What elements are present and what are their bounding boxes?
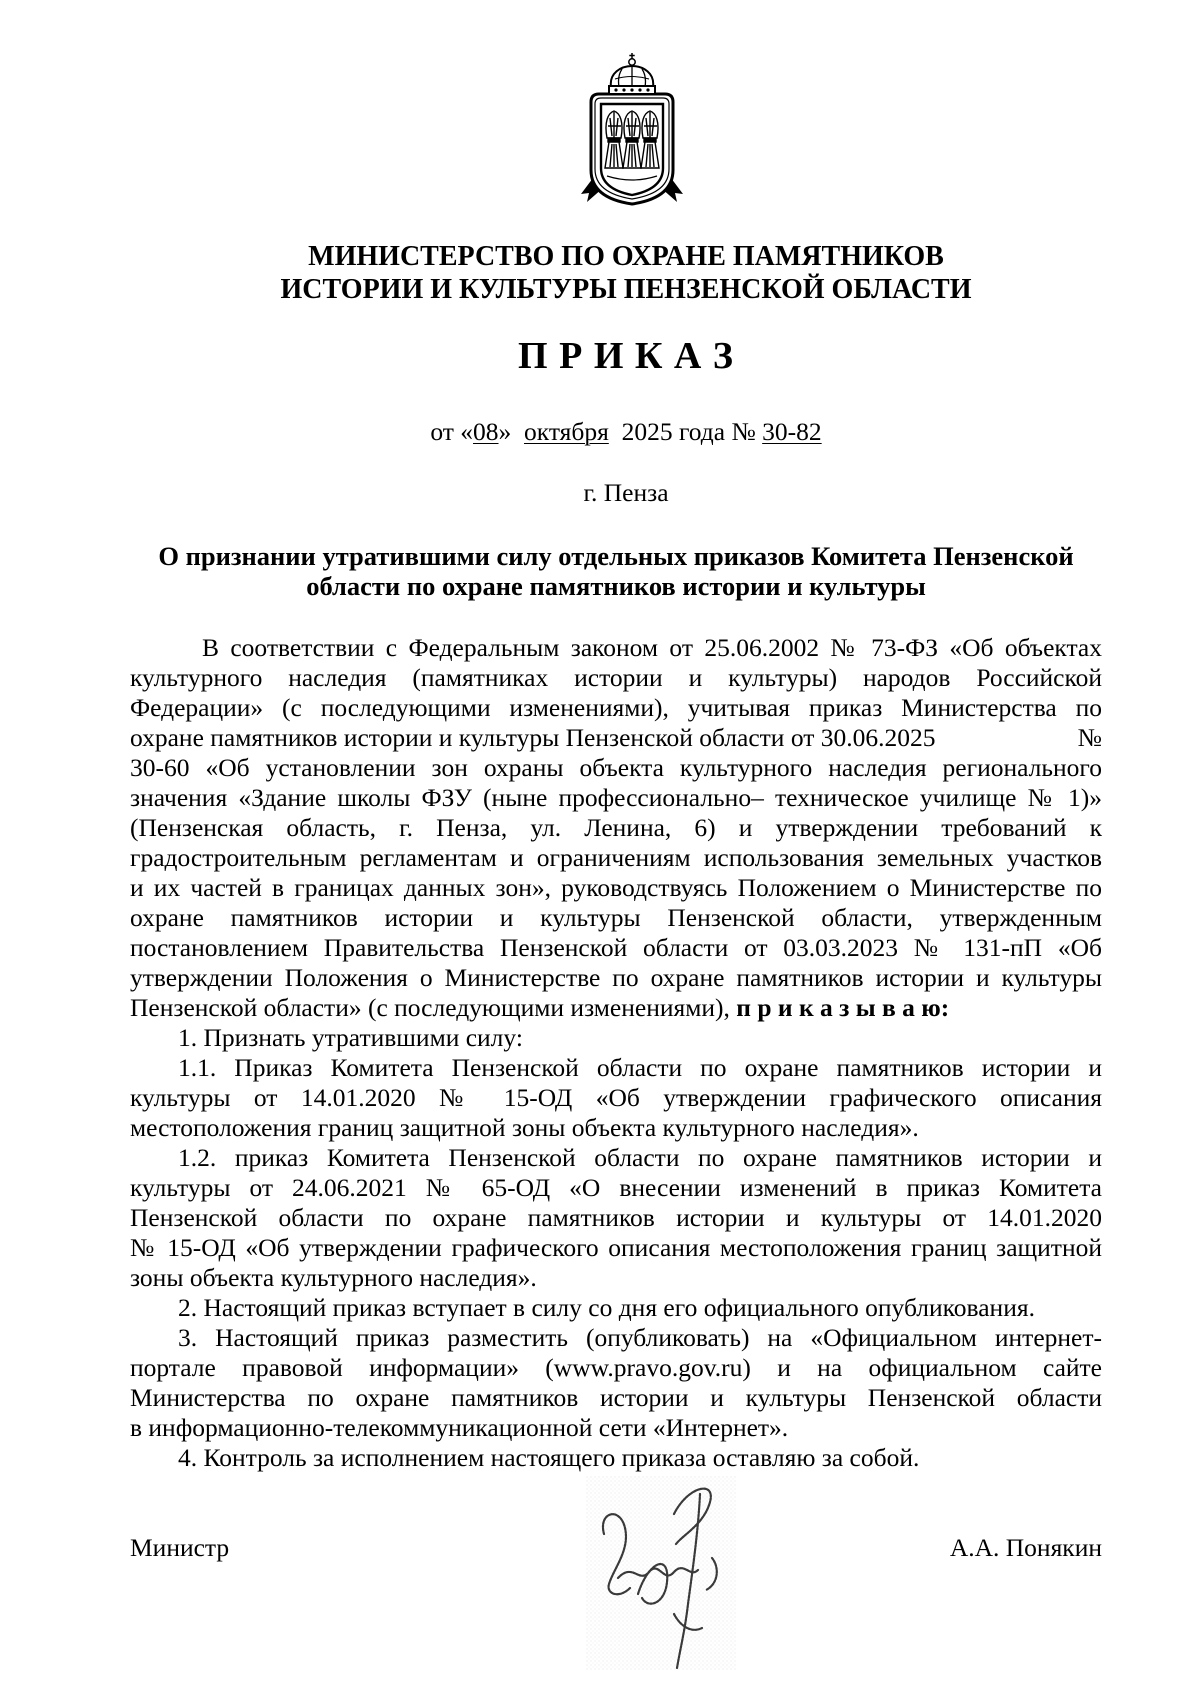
body-line: Министерства по охране памятников истории и культуры Пензенской области [130,1383,1102,1412]
body-line: портале правовой информации» (www.pravo.gov.ru) и на официальном сайте [130,1353,1102,1382]
item-4 [130,1443,1102,1473]
body-line: в информационно-телекоммуникационной сети «Интернет». [130,1413,789,1442]
body-line: № 15-ОД «Об утверждении графического описания местоположения границ защитной [130,1233,1102,1262]
body-line: постановлением Правительства Пензенской области от 03.03.2023 № 131-пП «Об [130,933,1102,962]
order-month: октября [524,417,609,446]
order-prefix: от « [430,417,474,446]
item-2 [130,1293,1102,1323]
order-year: 2025 года № [621,417,756,446]
body-line: 1.1. Приказ Комитета Пензенской области по охране памятников истории и [178,1053,1102,1082]
item-1 [130,1023,1102,1053]
body-line: культурного наследия (памятниках истории и культуры) народов Российской [130,663,1102,692]
body-line: Федерации» (с последующими изменениями), учитывая приказ Министерства по [130,693,1102,722]
body-line: 30-60 «Об установлении зон охраны объекта культурного наследия регионального [130,753,1102,782]
ministry-header-line: МИНИСТЕРСТВО ПО ОХРАНЕ ПАМЯТНИКОВ [308,241,944,272]
body-line: (Пензенская область, г. Пенза, ул. Ленина, 6) и утверждении требований к [130,813,1102,842]
document-title-line: области по охране памятников истории и культуры [306,571,926,601]
signatory-position: Министр [130,1533,230,1562]
order-day-close: » [498,417,512,446]
body-line: зоны объекта культурного наследия». [130,1263,537,1292]
body-line: культуры от 14.01.2020 № 15-ОД «Об утверждении графического описания [130,1083,1102,1112]
coat-of-arms-icon [577,52,687,207]
document-body [130,633,1102,1473]
signatory-name: А.А. Понякин [949,1533,1102,1562]
item-3 [130,1323,1102,1443]
ministry-header [150,240,1102,306]
body-line: 2. Настоящий приказ вступает в силу со дня его официального опубликования. [178,1293,1035,1322]
order-day: 08 [473,417,499,446]
body-line: В соответствии с Федеральным законом от 25.06.2002 № 73-ФЗ «Об объектах [202,633,1102,662]
item-1-2 [130,1143,1102,1293]
body-line-text: охране памятников истории и культуры Пензенской области от 30.06.2025 [130,723,936,752]
preamble-paragraph [130,633,1102,1023]
number-sign: № [1077,723,1102,752]
body-line: 4. Контроль за исполнением настоящего приказа оставляю за собой. [178,1443,920,1472]
body-line: 1.2. приказ Комитета Пензенской области по охране памятников истории и [178,1143,1102,1172]
document-title-line: О признании утратившими силу отдельных приказов Комитета Пензенской [158,541,1074,571]
city: г. Пенза [583,478,669,507]
body-line: охране памятников истории и культуры Пензенской области, утвержденным [130,903,1102,932]
ministry-header-line: ИСТОРИИ И КУЛЬТУРЫ ПЕНЗЕНСКОЙ ОБЛАСТИ [280,274,972,305]
item-1-1 [130,1053,1102,1143]
document-title [130,541,1102,601]
body-line [130,723,1102,753]
body-line: утверждении Положения о Министерстве по охране памятников истории и культуры [130,963,1102,992]
order-date-number [150,417,1102,447]
body-line: местоположения границ защитной зоны объекта культурного наследия». [130,1113,919,1142]
resolution-word: п р и к а з ы в а ю: [736,993,950,1022]
body-line: культуры от 24.06.2021 № 65-ОД «О внесении изменений в приказ Комитета [130,1173,1102,1202]
body-line [130,993,1102,1023]
body-line: значения «Здание школы ФЗУ (ныне профессионально– техническое училище № 1)» [130,783,1102,812]
body-line: и их частей в границах данных зон», руководствуясь Положением о Министерстве по [130,873,1102,902]
handwritten-signature [578,1472,750,1676]
body-line-text: Пензенской области» (с последующими изменениями), [130,993,730,1022]
body-line: Пензенской области по охране памятников истории и культуры от 14.01.2020 [130,1203,1102,1232]
body-line: 1. Признать утратившими силу: [178,1023,523,1052]
document-type: П Р И К А З [518,335,734,377]
order-number: 30-82 [762,417,822,446]
body-line: градостроительным регламентам и ограничениям использования земельных участков [130,843,1102,872]
body-line: 3. Настоящий приказ разместить (опубликовать) на «Официальном интернет- [178,1323,1102,1352]
